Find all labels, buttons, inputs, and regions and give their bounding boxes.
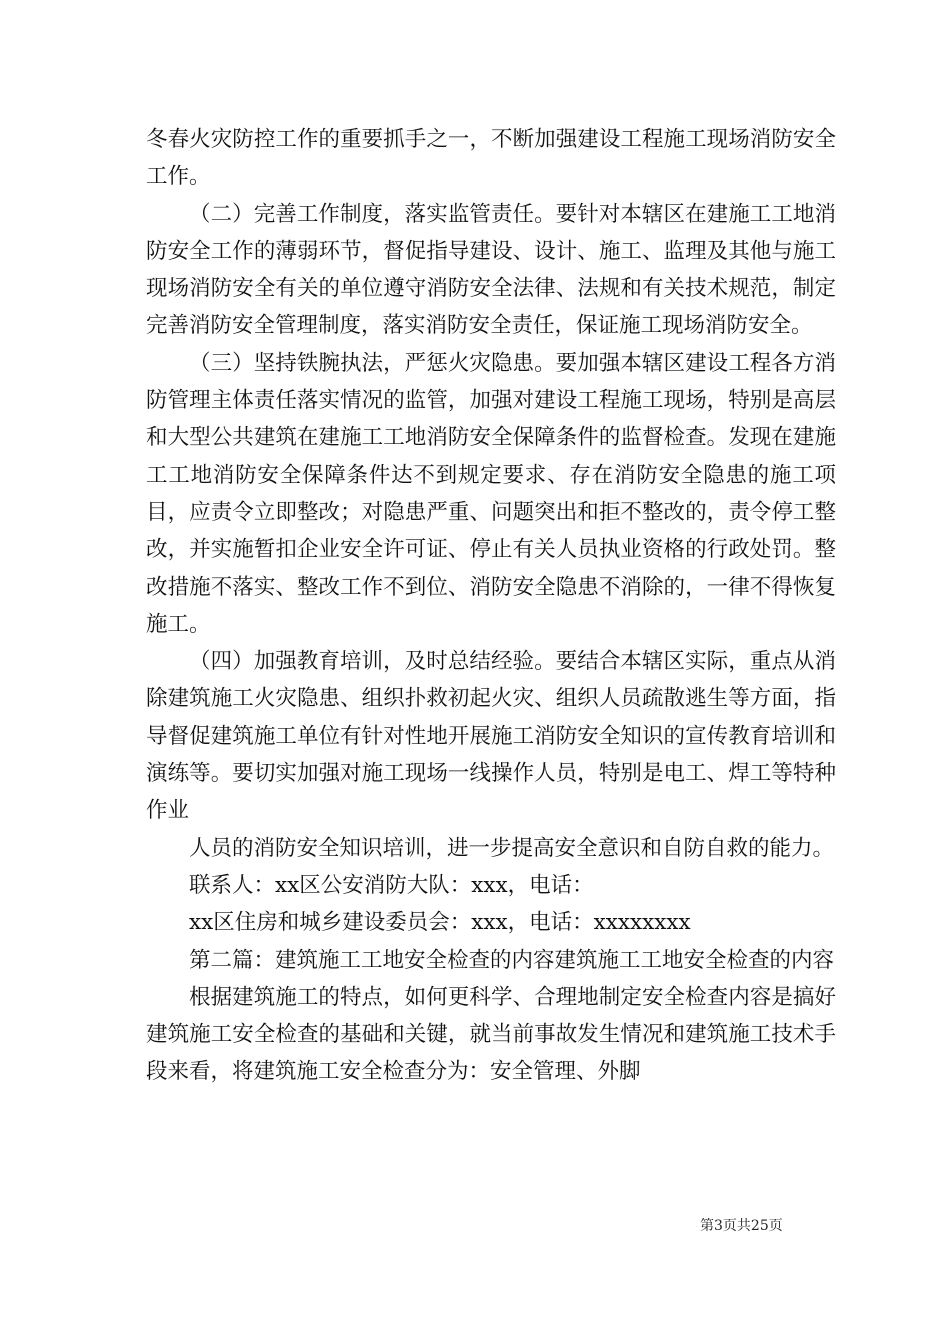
document-body [146, 121, 836, 1091]
page-number: 第3页共25页 [700, 1218, 783, 1234]
section-heading: 第二篇：建筑施工工地安全检查的内容建筑施工工地安全检查的内容 [189, 947, 835, 973]
paragraph-4: （四）加强教育培训，及时总结经验。要结合本辖区实际，重点从消除建筑施工火灾隐患、组织扑救初起火灾、组织人员疏散逃生等方面，指导督促建筑施工单位有针对性地开展施工消防安全知识的宣传教育培训和演练等。要切实加强对施工现场一线操作人员，特别是电工、焊工等特种作业 [146, 649, 836, 824]
paragraph-1: 冬春火灾防控工作的重要抓手之一，不断加强建设工程施工现场消防安全工作。 [146, 127, 836, 190]
paragraph-3: （三）坚持铁腕执法，严惩火灾隐患。要加强本辖区建设工程各方消防管理主体责任落实情况的监管，加强对建设工程施工现场，特别是高层和大型公共建筑在建施工工地消防安全保障条件的监督检查。发现在建施工工地消防安全保障条件达不到规定要求、存在消防安全隐患的施工项目，应责令立即整改；对隐患严重、问题突出和拒不整改的，责令停工整改，并实施暂扣企业安全许可证、停止有关人员执业资格的行政处罚。整改措施不落实、整改工作不到位、消防安全隐患不消除的，一律不得恢复施工。 [146, 350, 836, 637]
contact-line-2: xx区住房和城乡建设委员会：xxx，电话：xxxxxxxx [189, 910, 691, 936]
paragraph-9: 根据建筑施工的特点，如何更科学、合理地制定安全检查内容是搞好建筑施工安全检查的基础和关键，就当前事故发生情况和建筑施工技术手段来看，将建筑施工安全检查分为：安全管理、外脚 [146, 984, 836, 1085]
paragraph-2: （二）完善工作制度，落实监管责任。要针对本辖区在建施工工地消防安全工作的薄弱环节，督促指导建设、设计、施工、监理及其他与施工现场消防安全有关的单位遵守消防安全法律、法规和有关技术规范，制定完善消防安全管理制度，落实消防安全责任，保证施工现场消防安全。 [146, 201, 836, 339]
contact-line-1: 联系人：xx区公安消防大队：xxx，电话： [189, 872, 594, 898]
paragraph-5: 人员的消防安全知识培训，进一步提高安全意识和自防自救的能力。 [189, 835, 835, 861]
